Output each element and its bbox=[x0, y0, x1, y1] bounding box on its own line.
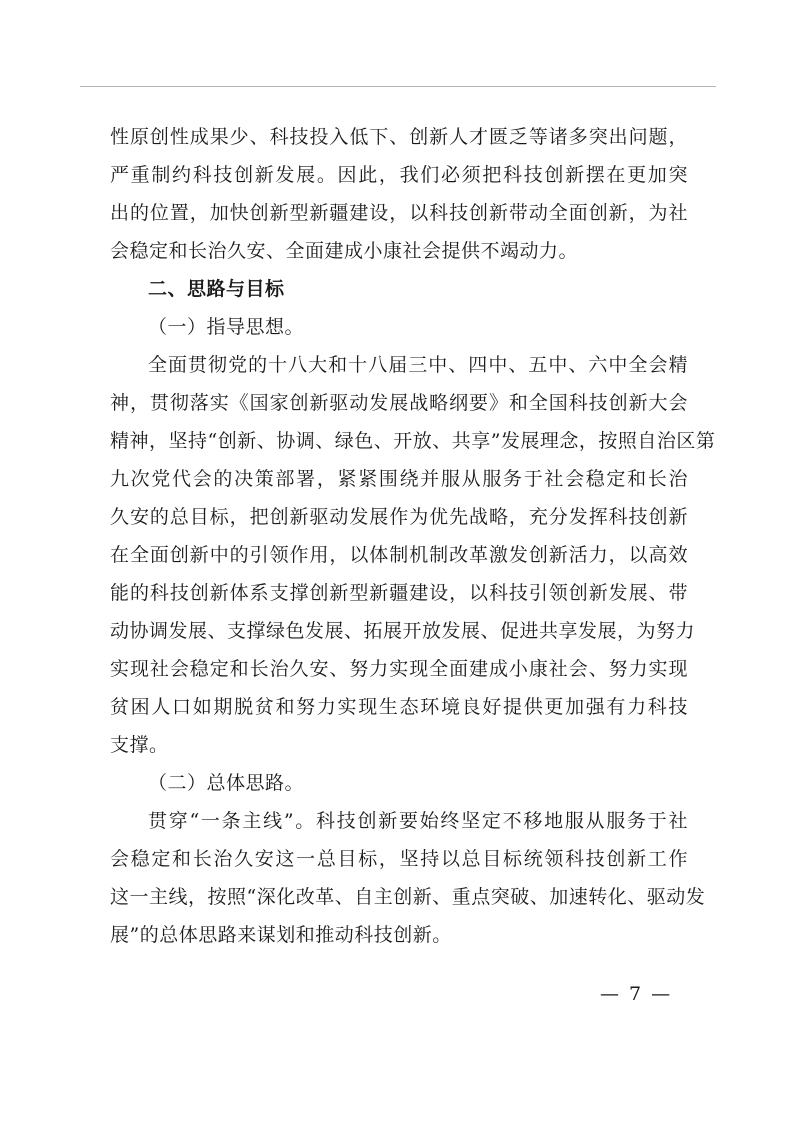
text-line: 久安的总目标，把创新驱动发展作为优先战略，充分发挥科技创新 bbox=[110, 506, 688, 528]
text-line: 性原创性成果少、科技投入低下、创新人才匮乏等诸多突出问题， bbox=[110, 126, 688, 148]
section-heading: 二、思路与目标 bbox=[148, 278, 285, 300]
text-line: 全面贯彻党的十八大和十八届三中、四中、五中、六中全会精 bbox=[148, 354, 688, 376]
text-line: 神，贯彻落实《国家创新驱动发展战略纲要》和全国科技创新大会 bbox=[110, 392, 688, 414]
header-rule bbox=[80, 86, 716, 87]
text-line: 在全面创新中的引领作用，以体制机制改革激发创新活力，以高效 bbox=[110, 544, 688, 566]
text-line: 能的科技创新体系支撑创新型新疆建设，以科技引领创新发展、带 bbox=[110, 582, 688, 604]
text-line: 会稳定和长治久安、全面建成小康社会提供不竭动力。 bbox=[110, 240, 579, 262]
document-body bbox=[110, 118, 716, 954]
text-line: 贫困人口如期脱贫和努力实现生态环境良好提供更加强有力科技 bbox=[110, 696, 688, 718]
subsection-heading: （一）指导思想。 bbox=[148, 316, 305, 338]
text-line: 动协调发展、支撑绿色发展、拓展开放发展、促进共享发展，为努力 bbox=[110, 620, 696, 642]
text-line: 实现社会稳定和长治久安、努力实现全面建成小康社会、努力实现 bbox=[110, 658, 688, 680]
text-line: 支撑。 bbox=[110, 734, 169, 756]
text-line: 展”的总体思路来谋划和推动科技创新。 bbox=[110, 924, 452, 946]
page-number: — 7 — bbox=[600, 983, 673, 1005]
text-line: 会稳定和长治久安这一总目标，坚持以总目标统领科技创新工作 bbox=[110, 848, 688, 870]
text-line: 严重制约科技创新发展。因此，我们必须把科技创新摆在更加突 bbox=[110, 164, 688, 186]
text-line: 贯穿“一条主线”。科技创新要始终坚定不移地服从服务于社 bbox=[148, 810, 688, 832]
text-line: 精神，坚持“创新、协调、绿色、开放、共享”发展理念，按照自治区第 bbox=[110, 430, 716, 452]
text-line: 九次党代会的决策部署，紧紧围绕并服从服务于社会稳定和长治 bbox=[110, 468, 688, 490]
subsection-heading: （二）总体思路。 bbox=[148, 772, 305, 794]
text-line: 这一主线，按照“深化改革、自主创新、重点突破、加速转化、驱动发 bbox=[110, 886, 706, 908]
text-line: 出的位置，加快创新型新疆建设，以科技创新带动全面创新，为社 bbox=[110, 202, 688, 224]
